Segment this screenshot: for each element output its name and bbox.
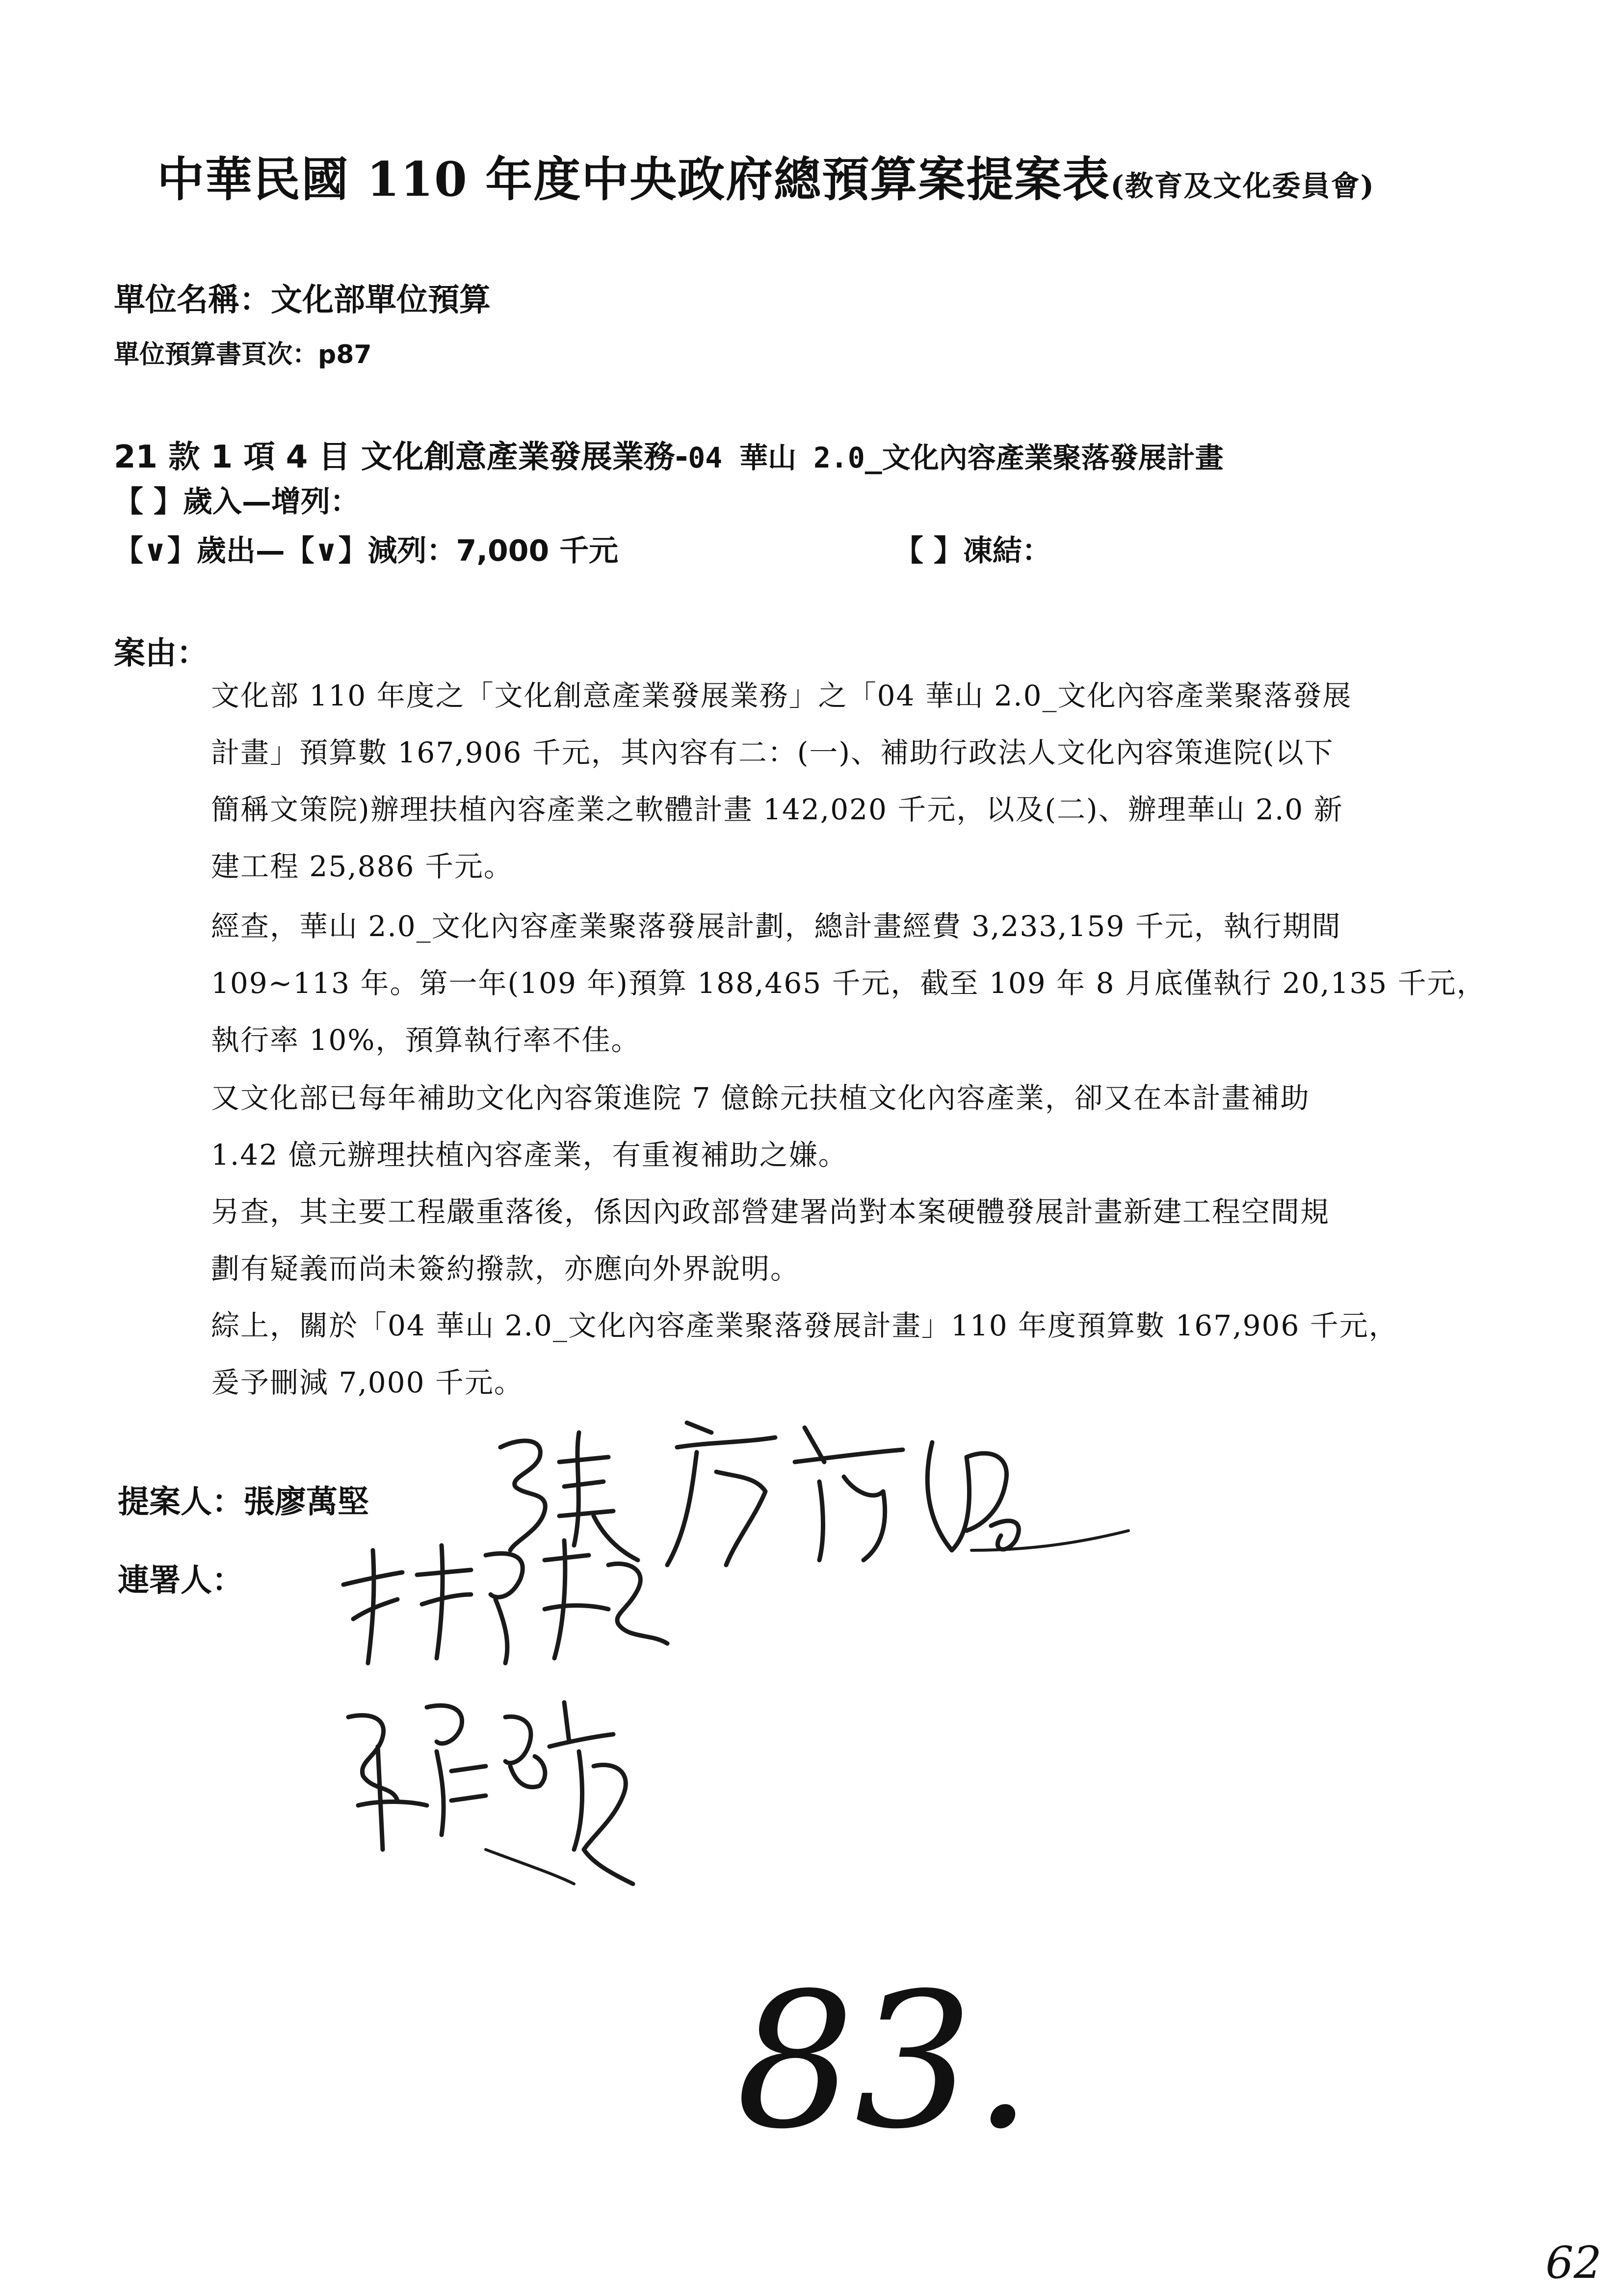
- corner-page-number: 62: [1545, 2237, 1602, 2289]
- option-expense: 【∨】歲出—【∨】減列：7,000 千元: [114, 534, 619, 568]
- reason-paragraph-1: [211, 667, 1550, 895]
- paragraph-line: 1.42 億元辦理扶植內容產業，有重複補助之嫌。: [211, 1138, 848, 1172]
- paragraph-line: 109~113 年。第一年(109 年)預算 188,465 千元，截至 109 年 8 月底僅執行 20,135 千元，: [211, 966, 1486, 1000]
- reason-label: 案由：: [114, 635, 208, 672]
- paragraph-line: 爰予刪減 7,000 千元。: [211, 1366, 524, 1399]
- unit-budget-page: 單位預算書頁次：p87: [114, 340, 372, 369]
- unit-name: 單位名稱：文化部單位預算: [114, 282, 491, 318]
- cosigner-signature-1: [334, 1526, 687, 1673]
- title-main: 中華民國 110 年度中央政府總預算案提案表: [157, 152, 1111, 207]
- cosigners-label: 連署人：: [118, 1563, 243, 1599]
- paragraph-line: 執行率 10%，預算執行率不佳。: [211, 1023, 641, 1057]
- proposer-label: 提案人：張廖萬堅: [118, 1484, 369, 1520]
- option-freeze: 【 】凍結：: [894, 534, 1051, 568]
- document-title: [157, 142, 1375, 209]
- paragraph-line: 劃有疑義而尚未簽約撥款，亦應向外界說明。: [211, 1252, 800, 1285]
- reason-paragraph-5: [211, 1297, 1550, 1411]
- reason-paragraph-3: [211, 1070, 1550, 1183]
- option-income: 【 】歲入—增列：: [114, 485, 360, 519]
- handwritten-number: 83.: [736, 1953, 1033, 2170]
- reason-paragraph-2: [211, 898, 1550, 1069]
- paragraph-line: 簡稱文策院)辦理扶植內容產業之軟體計畫 142,020 千元，以及(二)、辦理華山 2.0 新: [211, 793, 1343, 826]
- title-committee: (教育及文化委員會): [1110, 169, 1375, 203]
- paragraph-line: 文化部 110 年度之「文化創意產業發展業務」之「04 華山 2.0_文化內容產業聚落發展: [211, 679, 1352, 712]
- budget-item-tail: 04 華山 2.0_文化內容產業聚落發展計畫: [688, 441, 1224, 474]
- paragraph-line: 又文化部已每年補助文化內容策進院 7 億餘元扶植文化內容產業，卻又在本計畫補助: [211, 1081, 1310, 1115]
- budget-item-head: 21 款 1 項 4 目 文化創意產業發展業務-: [114, 439, 688, 475]
- option-expense-row: [114, 527, 1051, 570]
- paragraph-line: 另查，其主要工程嚴重落後，係因內政部營建署尚對本案硬體發展計畫新建工程空間規: [211, 1195, 1330, 1228]
- reason-paragraph-4: [211, 1183, 1550, 1297]
- budget-item-line: [114, 432, 1224, 477]
- paragraph-line: 建工程 25,886 千元。: [211, 850, 513, 883]
- cosigner-signature-2: [339, 1688, 672, 1904]
- paragraph-line: 綜上，關於「04 華山 2.0_文化內容產業聚落發展計畫」110 年度預算數 167,906 千元，: [211, 1309, 1398, 1342]
- paragraph-line: 經查，華山 2.0_文化內容產業聚落發展計劃，總計畫經費 3,233,159 千元，執行期間: [211, 910, 1341, 943]
- paragraph-line: 計畫」預算數 167,906 千元，其內容有二：(一)、補助行政法人文化內容策進院(以下: [211, 736, 1334, 769]
